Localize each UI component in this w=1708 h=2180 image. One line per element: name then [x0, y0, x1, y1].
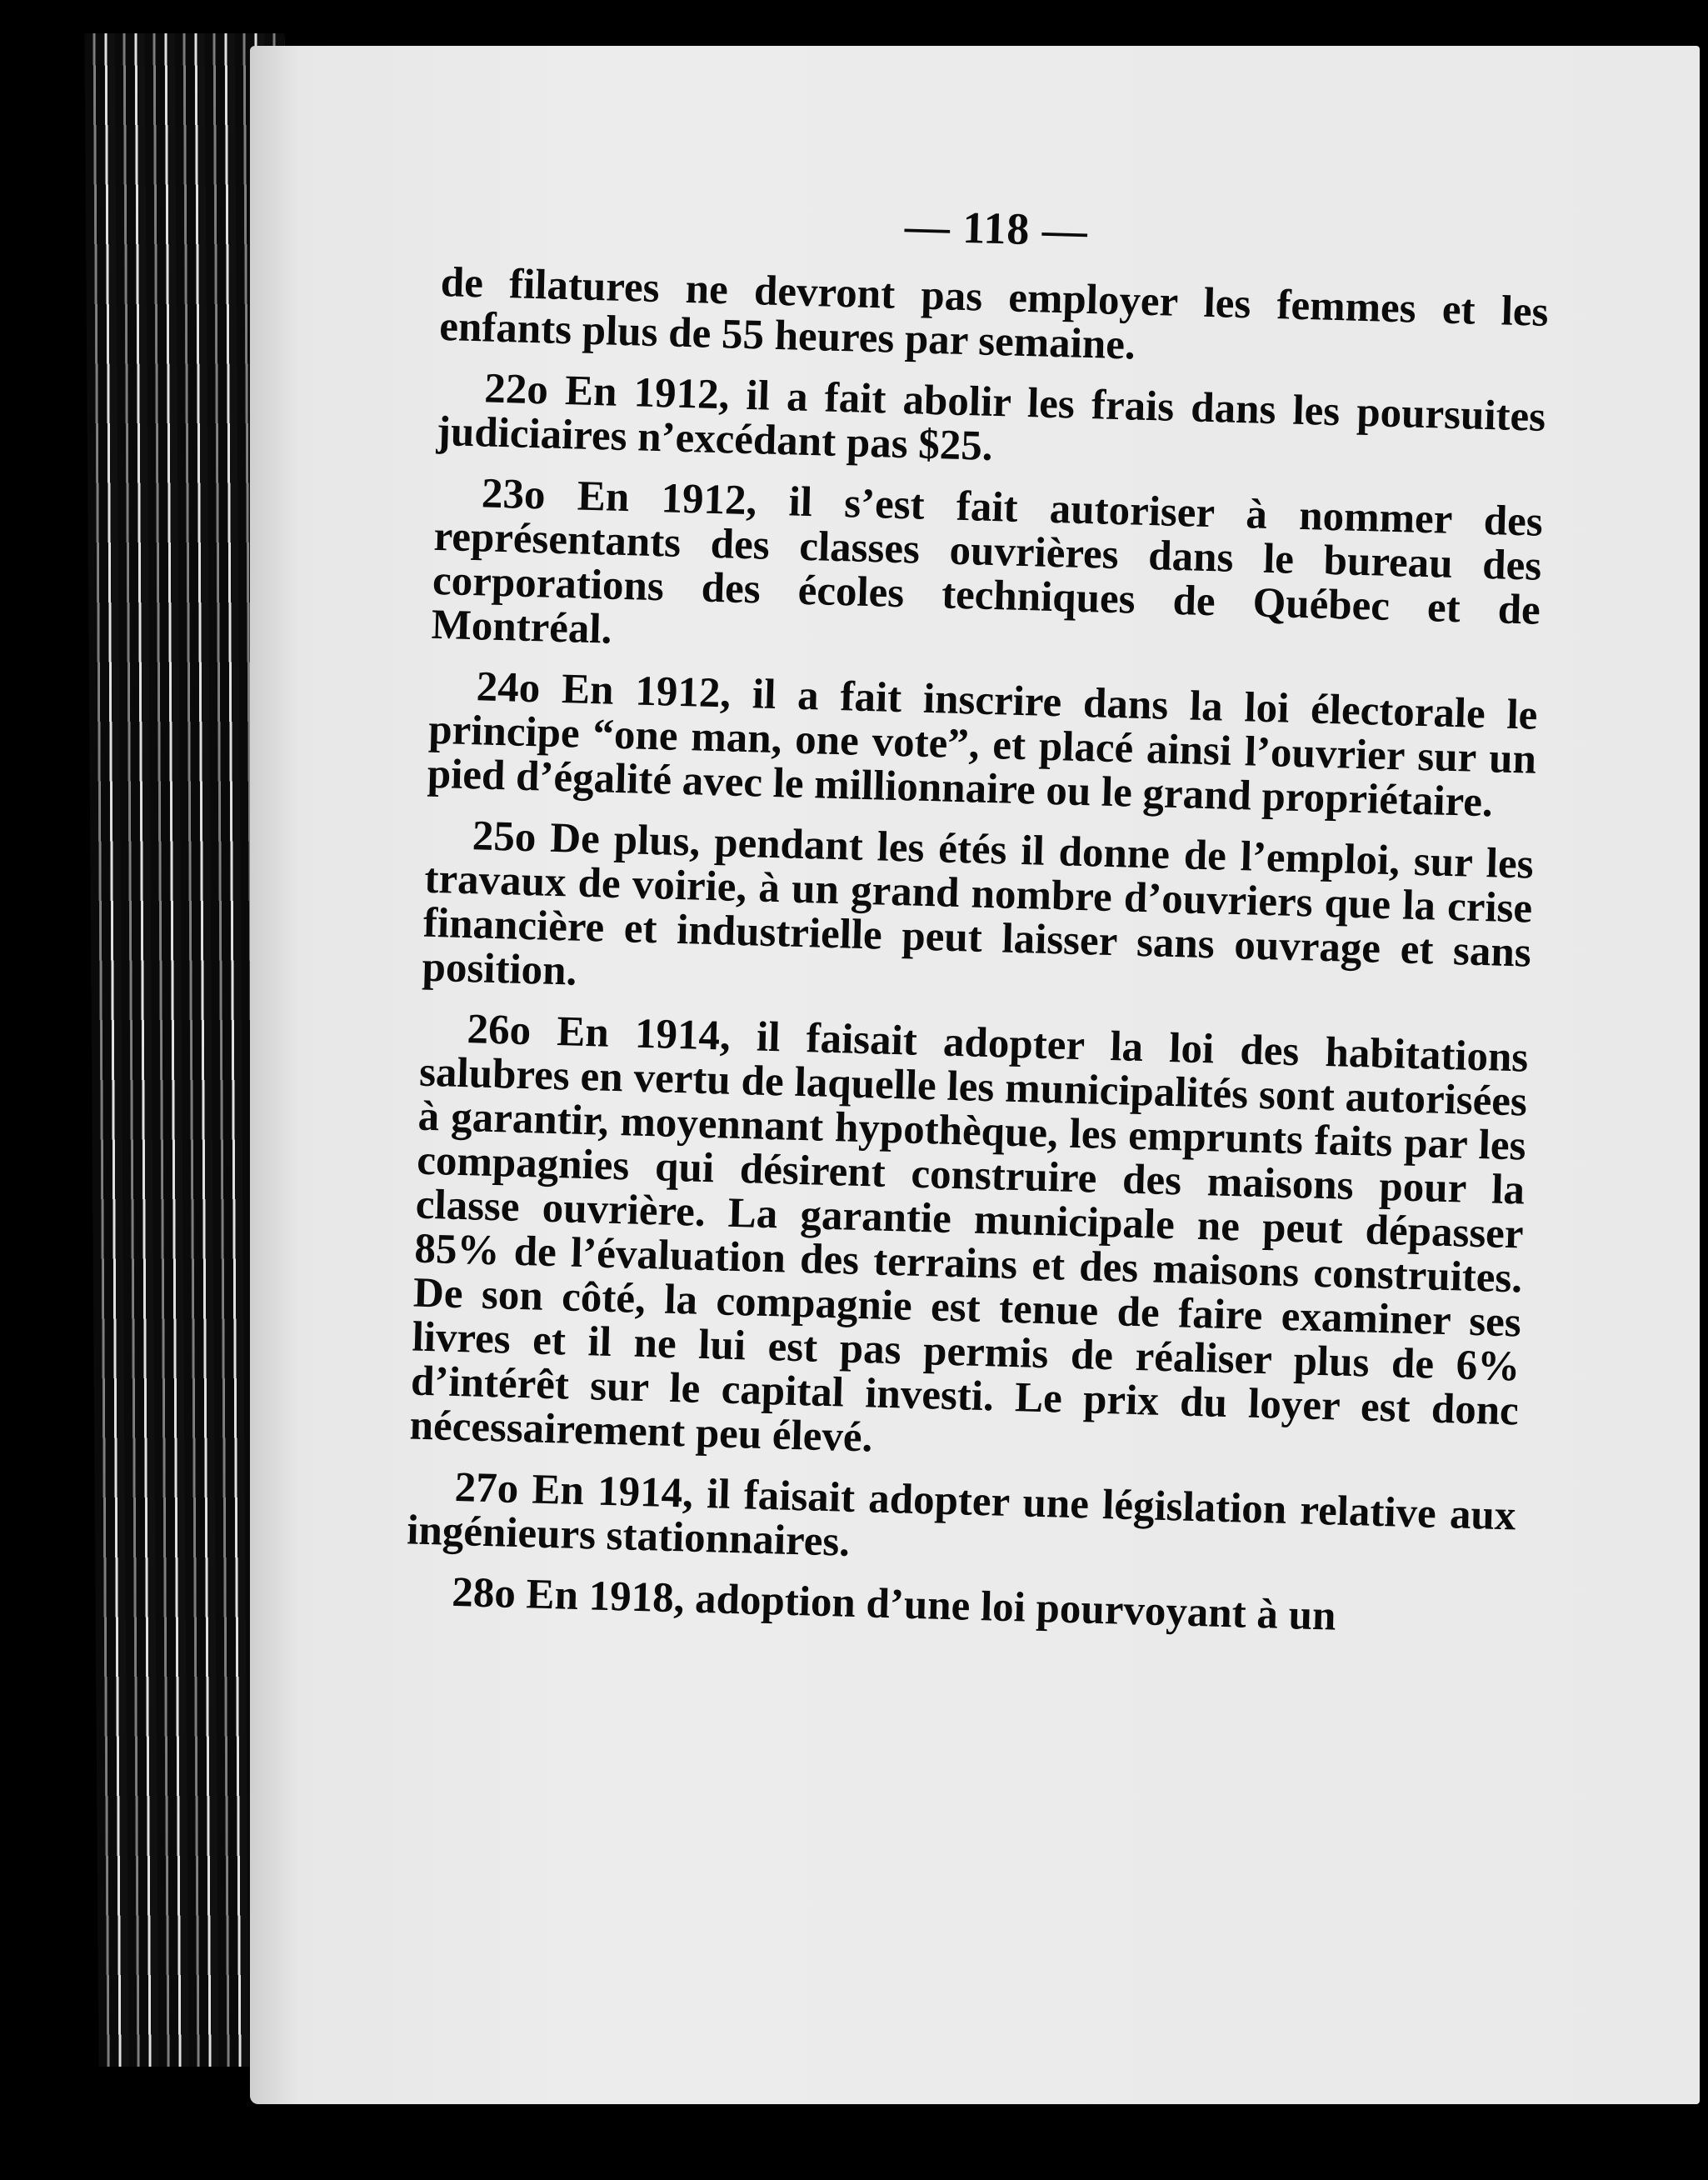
paragraph-27: 27o En 1914, il faisait adopter une législation relative aux ingénieurs stationnaires.	[406, 1463, 1517, 1566]
paragraph-23: 23o En 1912, il s’est fait autoriser à nommer des représentants des classes ouvrières dans le bureau des corporations des écoles techniques de Québec et de Montréal.	[431, 470, 1544, 653]
paragraph-28: 28o En 1918, adoption d’une loi pourvoyant à un	[451, 1568, 1337, 1640]
paragraph-continuation: de filatures ne devront pas employer les femmes et les enfants plus de 55 heures par semaine.	[438, 258, 1550, 369]
paragraph-24: 24o En 1912, il a fait inscrire dans la loi électorale le principe “one man, one vote”, et placé ainsi l’ouvrier sur un pied d’égalité avec le millionnaire ou le grand propriétaire.	[427, 663, 1539, 827]
page-text	[404, 188, 1551, 1660]
paragraph-25: 25o De plus, pendant les étés il donne de l’emploi, sur les travaux de voirie, à un grand nombre d’ouvriers que la crise financière et industrielle peut laisser sans ouvrage et sans position.	[421, 812, 1535, 995]
page-number: — 118 —	[904, 201, 1089, 256]
paragraph-26: 26o En 1914, il faisait adopter la loi des habitations salubres en vertu de laquelle les municipalités sont autorisées à garantir, moyennant hypothèque, les emprunts faits par les compagnies qui désirent construire des maisons pour la classe ouvrière. La garantie municipale ne peut dépasser 85% de l’évaluation des terrains et des maisons construites. De son côté, la compagnie est tenue de faire examiner ses livres et il ne lui est pas permis de réaliser plus de 6% d’intérêt sur le capital investi. Le prix du loyer est donc nécessairement peu élevé.	[409, 1006, 1529, 1462]
book-page	[250, 46, 1700, 2104]
paragraph-22: 22o En 1912, il a fait abolir les frais dans les poursuites judiciaires n’excédant pas $25.	[436, 365, 1546, 470]
